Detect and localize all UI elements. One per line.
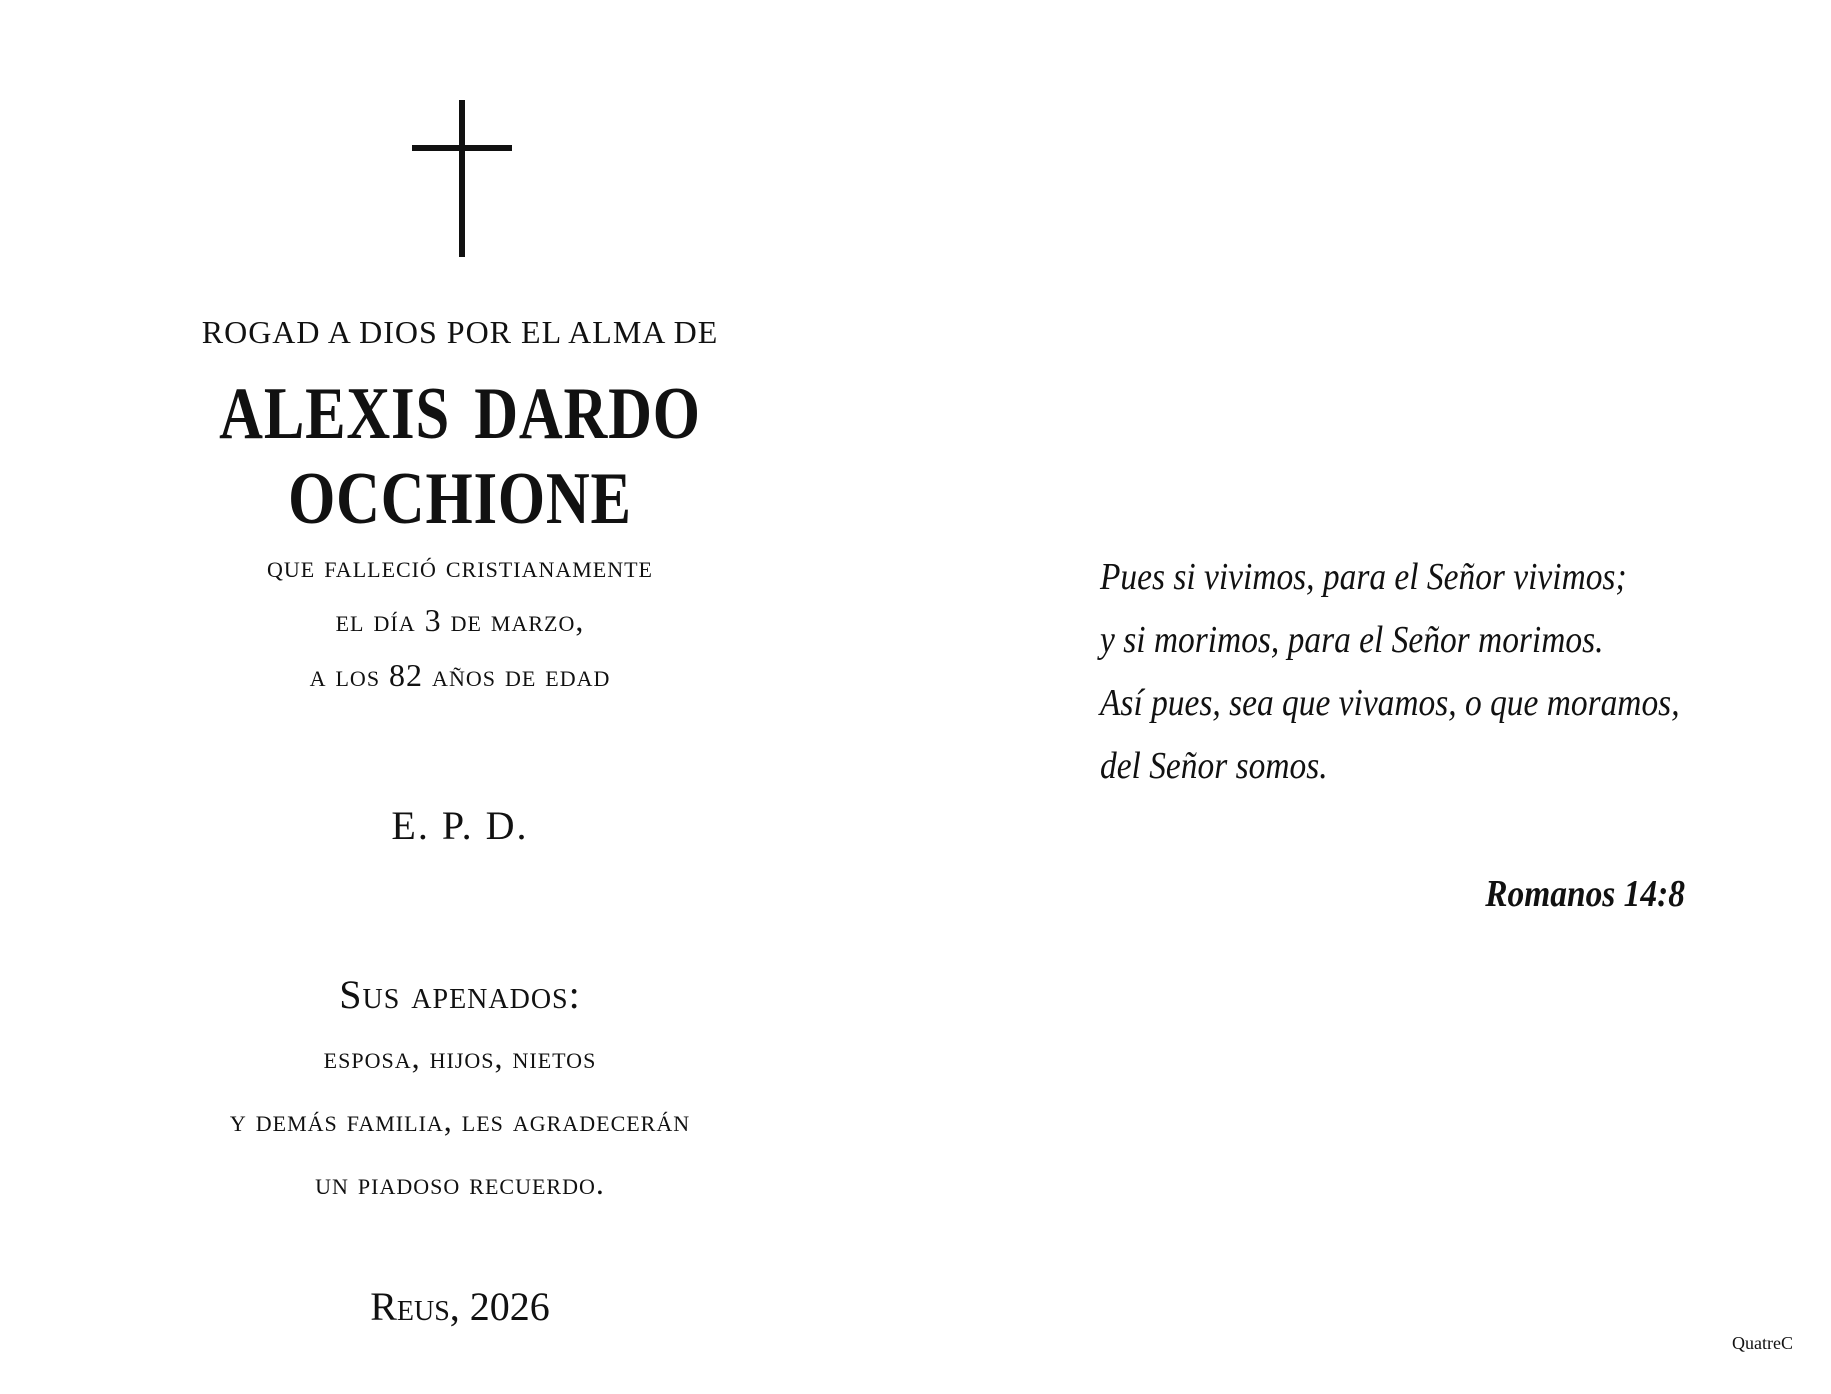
- verse-reference: Romanos 14:8: [1485, 873, 1685, 915]
- cross-icon: [412, 100, 512, 260]
- cross-horizontal-bar: [412, 145, 512, 151]
- death-line-3: a los 82 años de edad: [309, 657, 611, 693]
- mourners-heading: Sus apenados:: [339, 972, 581, 1017]
- verse-line-4: del Señor somos.: [1100, 745, 1328, 787]
- watermark: QuatreC: [1732, 1333, 1793, 1353]
- death-line-1: que falleció cristianamente: [266, 548, 653, 584]
- mourners-line-1: esposa, hijos, nietos: [323, 1039, 597, 1075]
- verse-line-3: Así pues, sea que vivamos, o que moramos,: [1100, 682, 1680, 724]
- mourners-line-2: y demás familia, les agradecerán: [229, 1102, 691, 1138]
- verse-line-2: y si morimos, para el Señor morimos.: [1100, 619, 1604, 661]
- death-line-2: el día 3 de marzo,: [335, 602, 585, 638]
- cross-vertical-bar: [459, 100, 465, 257]
- epd-text: E. P. D.: [391, 803, 529, 848]
- verse-line-1: Pues si vivimos, para el Señor vivimos;: [1100, 556, 1627, 598]
- place-year: Reus, 2026: [370, 1284, 550, 1329]
- prayer-heading: ROGAD A DIOS POR EL ALMA DE: [201, 314, 719, 350]
- mourners-line-3: un piadoso recuerdo.: [315, 1165, 605, 1201]
- deceased-name: ALEXIS DARDO OCCHIONE: [219, 373, 701, 540]
